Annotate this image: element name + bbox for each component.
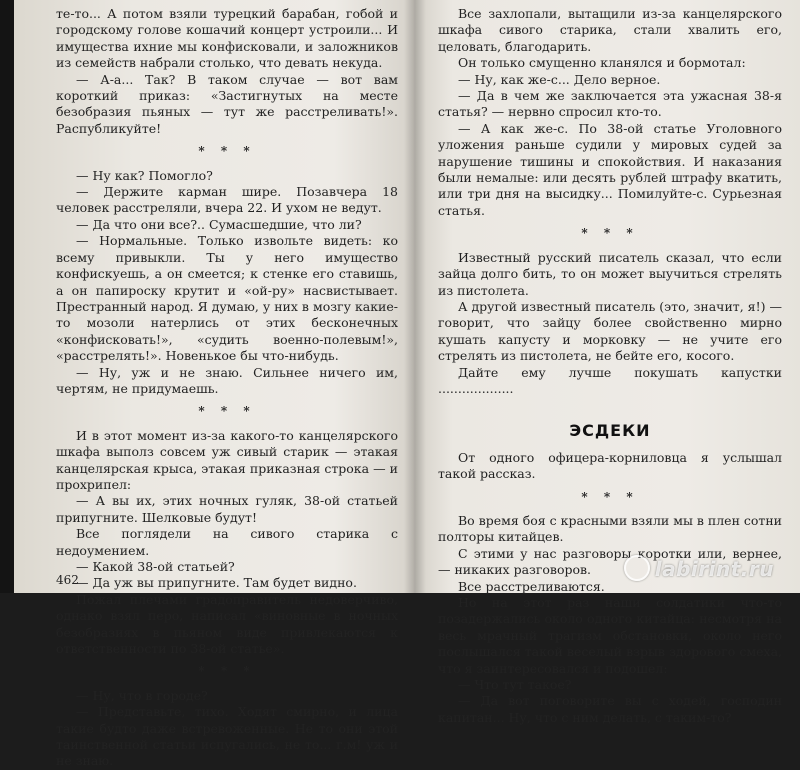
watermark-text: labirint.ru	[654, 556, 774, 581]
paragraph: — Что тут такое?	[458, 677, 572, 693]
paragraph: — Ну, что в городе?	[76, 687, 208, 703]
section-separator: * * *	[198, 664, 256, 679]
paragraph: — Да что они все?.. Сумасшедшие, что ли?	[76, 216, 362, 232]
paragraph: Дайте ему лучше покушать капустки ...................	[438, 364, 782, 396]
paragraph: — Ну, уж и не знаю. Сильнее ничего им, чертям, не придумаешь.	[56, 364, 398, 396]
right-page-text	[438, 6, 782, 726]
section-separator: * * *	[581, 226, 639, 241]
watermark-logo-icon	[624, 555, 650, 581]
paragraph: С этими у нас разговоры коротки или, вернее, — никаких разговоров.	[438, 545, 782, 578]
paragraph: А другой известный писатель (это, значит, я!) — говорит, что зайцу более свойственно мирно кушать капусту и морковку — не учите его стрелять из пистолета, не бейте его, косого.	[438, 298, 782, 364]
chapter-heading: ЭСДЕКИ	[569, 421, 651, 441]
watermark	[624, 557, 774, 584]
book-edge	[0, 0, 14, 593]
paragraph: Пожал плечами градоправитель недоверчиво, однако взял перо, написал «виновные в ночных безобразиях в пьяном виде привлекаются к ответственности по 38-ой статье».	[56, 591, 398, 657]
paragraph: Он только смущенно кланялся и бормотал:	[458, 55, 746, 71]
right-page	[414, 0, 800, 725]
paragraph: — Да уж вы припугните. Там будет видно.	[76, 575, 357, 591]
paragraph: — Да вот поговорите вы с ходей, господин капитан... Ну, что с ним делать, с таким-то?	[438, 693, 782, 725]
paragraph: — Да в чем же заключается эта ужасная 38-я статья? — нервно спросил кто-то.	[438, 88, 782, 120]
paragraph: Известный русский писатель сказал, что если зайца долго бить, то он может выучиться стрелять из пистолета.	[438, 249, 782, 298]
paragraph: Все поглядели на сивого старика с недоумением.	[56, 526, 398, 558]
paragraph: — Держите карман шире. Позавчера 18 человек расстреляли, вчера 22. И ухом не ведут.	[56, 184, 398, 216]
paragraph: — Ну как? Помогло?	[76, 167, 213, 183]
section-separator: * * *	[581, 489, 639, 504]
paragraph: — Ну, как же-с... Дело верное.	[458, 71, 661, 87]
left-page	[14, 0, 414, 769]
paragraph: — Нормальные. Только извольте видеть: ко всему привыкли. Ты у него имущество конфискуешь, а он смеется; к стенке его ставишь, а он папироску крутит и «ой-ру» насвистывает. Престранный народ. Я думаю, у них в мозгу какие-то мозоли натерлись от этих бесконечных «конфисковать!», «судить военно-полевым!», «расстрелять!». Новенькое бы что-нибудь.	[56, 233, 398, 364]
left-page-text	[56, 6, 398, 770]
paragraph: Все захлопали, вытащили из-за канцелярского шкафа сивого старика, стали хвалить его, целовать, благодарить.	[438, 6, 782, 54]
paragraph: Но на этот раз наши солдатики что-то позадержались около одного китайца: несмотря на весь мрачный трагизм обстановки, около него послышался такой веселый взрыв здорового смеха, что я заинтересовался и подошел:	[438, 595, 782, 676]
section-separator: * * *	[198, 144, 256, 159]
paragraph: Все расстреливаются.	[458, 578, 605, 594]
paragraph: — Какой 38-ой статьей?	[76, 559, 235, 574]
paragraph: — Представьте, тихо. Ходят смирно, и лица такие будто даже встревоженные. Не то они этой таинственной статьи испугались, не то... г.м! уж и не знаю.	[56, 704, 398, 769]
left-page-number: 462	[56, 573, 79, 587]
paragraph: И в этот момент из-за какого-то канцелярского шкафа выполз совсем уж сивый старик — этакая канцелярская крыса, этакая приказная строка — и прохрипел:	[56, 427, 398, 492]
paragraph: — А-а... Так? В таком случае — вот вам короткий приказ: «Застигнутых на месте безобразия пьяных — тут же расстреливать!». Распубликуйте!	[56, 71, 398, 136]
section-separator: * * *	[198, 404, 256, 419]
paragraph: — А вы их, этих ночных гуляк, 38-ой статьей припугните. Шелковые будут!	[56, 493, 398, 525]
paragraph: — А как же-с. По 38-ой статье Уголовного уложения раньше судили у мировых судей за нарушение тишины и спокойствия. И наказания были немалые: или десять рублей штрафу вкатить, или три дня на высидку... Помилуйте-с. Сурьезная статья.	[438, 120, 782, 218]
paragraph: От одного офицера-корниловца я услышал такой рассказ.	[438, 449, 782, 482]
paragraph: Во время боя с красными взяли мы в плен сотни полторы китайцев.	[438, 512, 782, 545]
paragraph: те-то... А потом взяли турецкий барабан, гобой и городскому голове кошачий концерт устроили... И имущества ихние мы конфисковали, и заложников из семейств набрали столько, что девать некуда.	[56, 6, 398, 71]
